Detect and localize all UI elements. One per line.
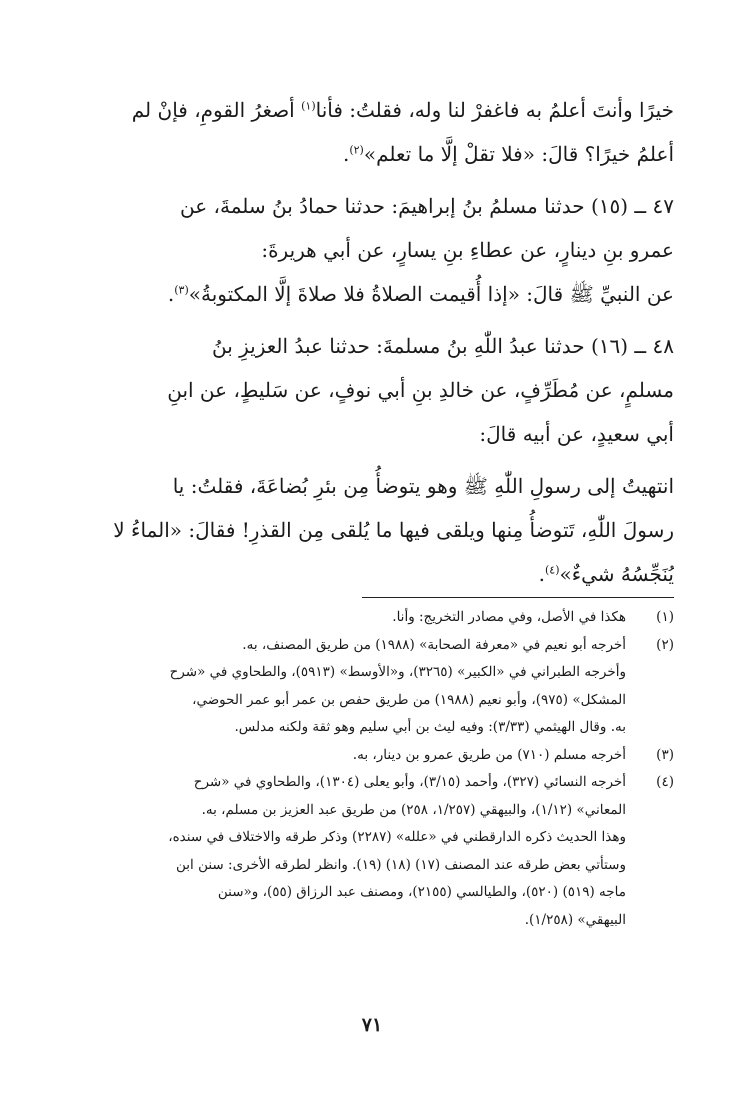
footnote-4 bbox=[100, 769, 674, 934]
footnote-line: وأخرجه الطبراني في «الكبير» (٣٢٦٥)، و«الأوسط» (٥٩١٣)، والطحاوي في «شرح bbox=[169, 664, 626, 680]
footnote-line: وستأتي بعض طرقه عند المصنف (١٧) (١٨) (١٩). وانظر لطرقه الأخرى: سنن ابن bbox=[176, 856, 626, 873]
text-line: ٤٨ ــ (١٦) حدثنا عبدُ اللّٰهِ بنُ مسلمةَ: حدثنا عبدُ العزيزِ بنُ bbox=[212, 334, 674, 358]
footnote-line: المشكل» (٩٧٥)، وأبو نعيم (١٩٨٨) من طريق حفص بن عمر أبو عمر الحوضي، bbox=[192, 691, 626, 708]
footnote-number: (٤) bbox=[656, 774, 674, 790]
footnote-line: هكذا في الأصل، وفي مصادر التخريج: وأنا. bbox=[392, 609, 626, 625]
footnote-line: أخرجه أبو نعيم في «معرفة الصحابة» (١٩٨٨) من طريق المصنف، به. bbox=[242, 636, 626, 653]
text-line: رسولَ اللّٰهِ، تَتوضأُ مِنها ويلقى فيها ما يُلقى مِن القذرِ! فقالَ: «الماءُ لا bbox=[113, 518, 674, 542]
text-line: عن النبيِّ ﷺ قالَ: «إذا أُقيمت الصلاةُ فلا صلاةَ إلَّا المكتوبةُ»$^{(٣)}$. bbox=[167, 282, 674, 306]
footnote-number: (١) bbox=[656, 609, 674, 625]
page-number: ٧١ bbox=[361, 1014, 383, 1036]
text-line: انتهيتُ إلى رسولِ اللّٰهِ ﷺ وهو يتوضأُ مِن بئرِ بُضاعَةَ، فقلتُ: يا bbox=[172, 474, 674, 498]
hadith-48-matn bbox=[100, 464, 674, 596]
footnote-1 bbox=[100, 604, 674, 632]
hadith-47 bbox=[100, 184, 674, 316]
footnote-line: أخرجه مسلم (٧١٠) من طريق عمرو بن دينار، به. bbox=[352, 746, 626, 763]
text-line: خيرًا وأنتَ أعلمُ به فاغفرْ لنا وله، فقلتُ: فأنا$^{(١)}$ أصغرُ القومِ، فإنْ لم bbox=[131, 98, 674, 122]
footnote-number: (٣) bbox=[656, 746, 674, 763]
footnote-line: وهذا الحديث ذكره الدارقطني في «علله» (٢٢٨٧) وذكر طرقه والاختلاف في سنده، bbox=[168, 829, 626, 845]
footnote-ref-1: (١) bbox=[301, 99, 316, 113]
text-line: عمرو بنِ دينارٍ، عن عطاءِ بنِ يسارٍ، عن أبي هريرةَ: bbox=[261, 238, 674, 262]
text-line: مسلمٍ، عن مُطَرِّفٍ، عن خالدِ بنِ أبي نوفٍ، عن سَليطٍ، عن ابنِ bbox=[167, 378, 674, 402]
footnote-3 bbox=[100, 742, 674, 770]
hadith-48 bbox=[100, 324, 674, 456]
text-line: أعلمُ خيرًا؟ قالَ: «فلا تقلْ إلَّا ما تعلم»$^{(٢)}$. bbox=[342, 142, 674, 166]
footnote-line: المعاني» (١/١٢)، والبيهقي (١/٢٥٧، ٢٥٨) من طريق عبد العزيز بن مسلم، به. bbox=[201, 801, 626, 818]
footnote-ref-3: (٣) bbox=[174, 283, 189, 297]
footnote-divider bbox=[362, 597, 674, 598]
footnote-ref-2: (٢) bbox=[349, 143, 364, 157]
footnote-ref-4: (٤) bbox=[544, 563, 560, 577]
footnote-number: (٢) bbox=[656, 636, 674, 653]
footnote-2 bbox=[100, 632, 674, 742]
text-line: يُنَجِّسُهُ شيءٌ»$^{(٤)}$. bbox=[538, 562, 674, 586]
footnote-line: البيهقي» (١/٢٥٨). bbox=[524, 911, 626, 928]
text-line: ٤٧ ــ (١٥) حدثنا مسلمُ بنُ إبراهيمَ: حدثنا حمادُ بنُ سلمةَ، عن bbox=[180, 194, 674, 218]
footnote-line: ماجه (٥١٩) (٥٢٠)، والطيالسي (٢١٥٥)، ومصنف عبد الرزاق (٥٥)، و«سنن bbox=[217, 884, 626, 900]
text-line: أبي سعيدٍ، عن أبيه قالَ: bbox=[479, 422, 674, 446]
footnote-line: به. وقال الهيثمي (٣/٣٣): وفيه ليث بن أبي سليم وهو ثقة ولكنه مدلس. bbox=[234, 719, 626, 735]
footnote-line: أخرجه النسائي (٣٢٧)، وأحمد (٣/١٥)، وأبو يعلى (١٣٠٤)، والطحاوي في «شرح bbox=[193, 774, 626, 790]
paragraph-continuation bbox=[100, 88, 674, 176]
main-text bbox=[100, 88, 674, 596]
footnotes bbox=[100, 604, 674, 934]
